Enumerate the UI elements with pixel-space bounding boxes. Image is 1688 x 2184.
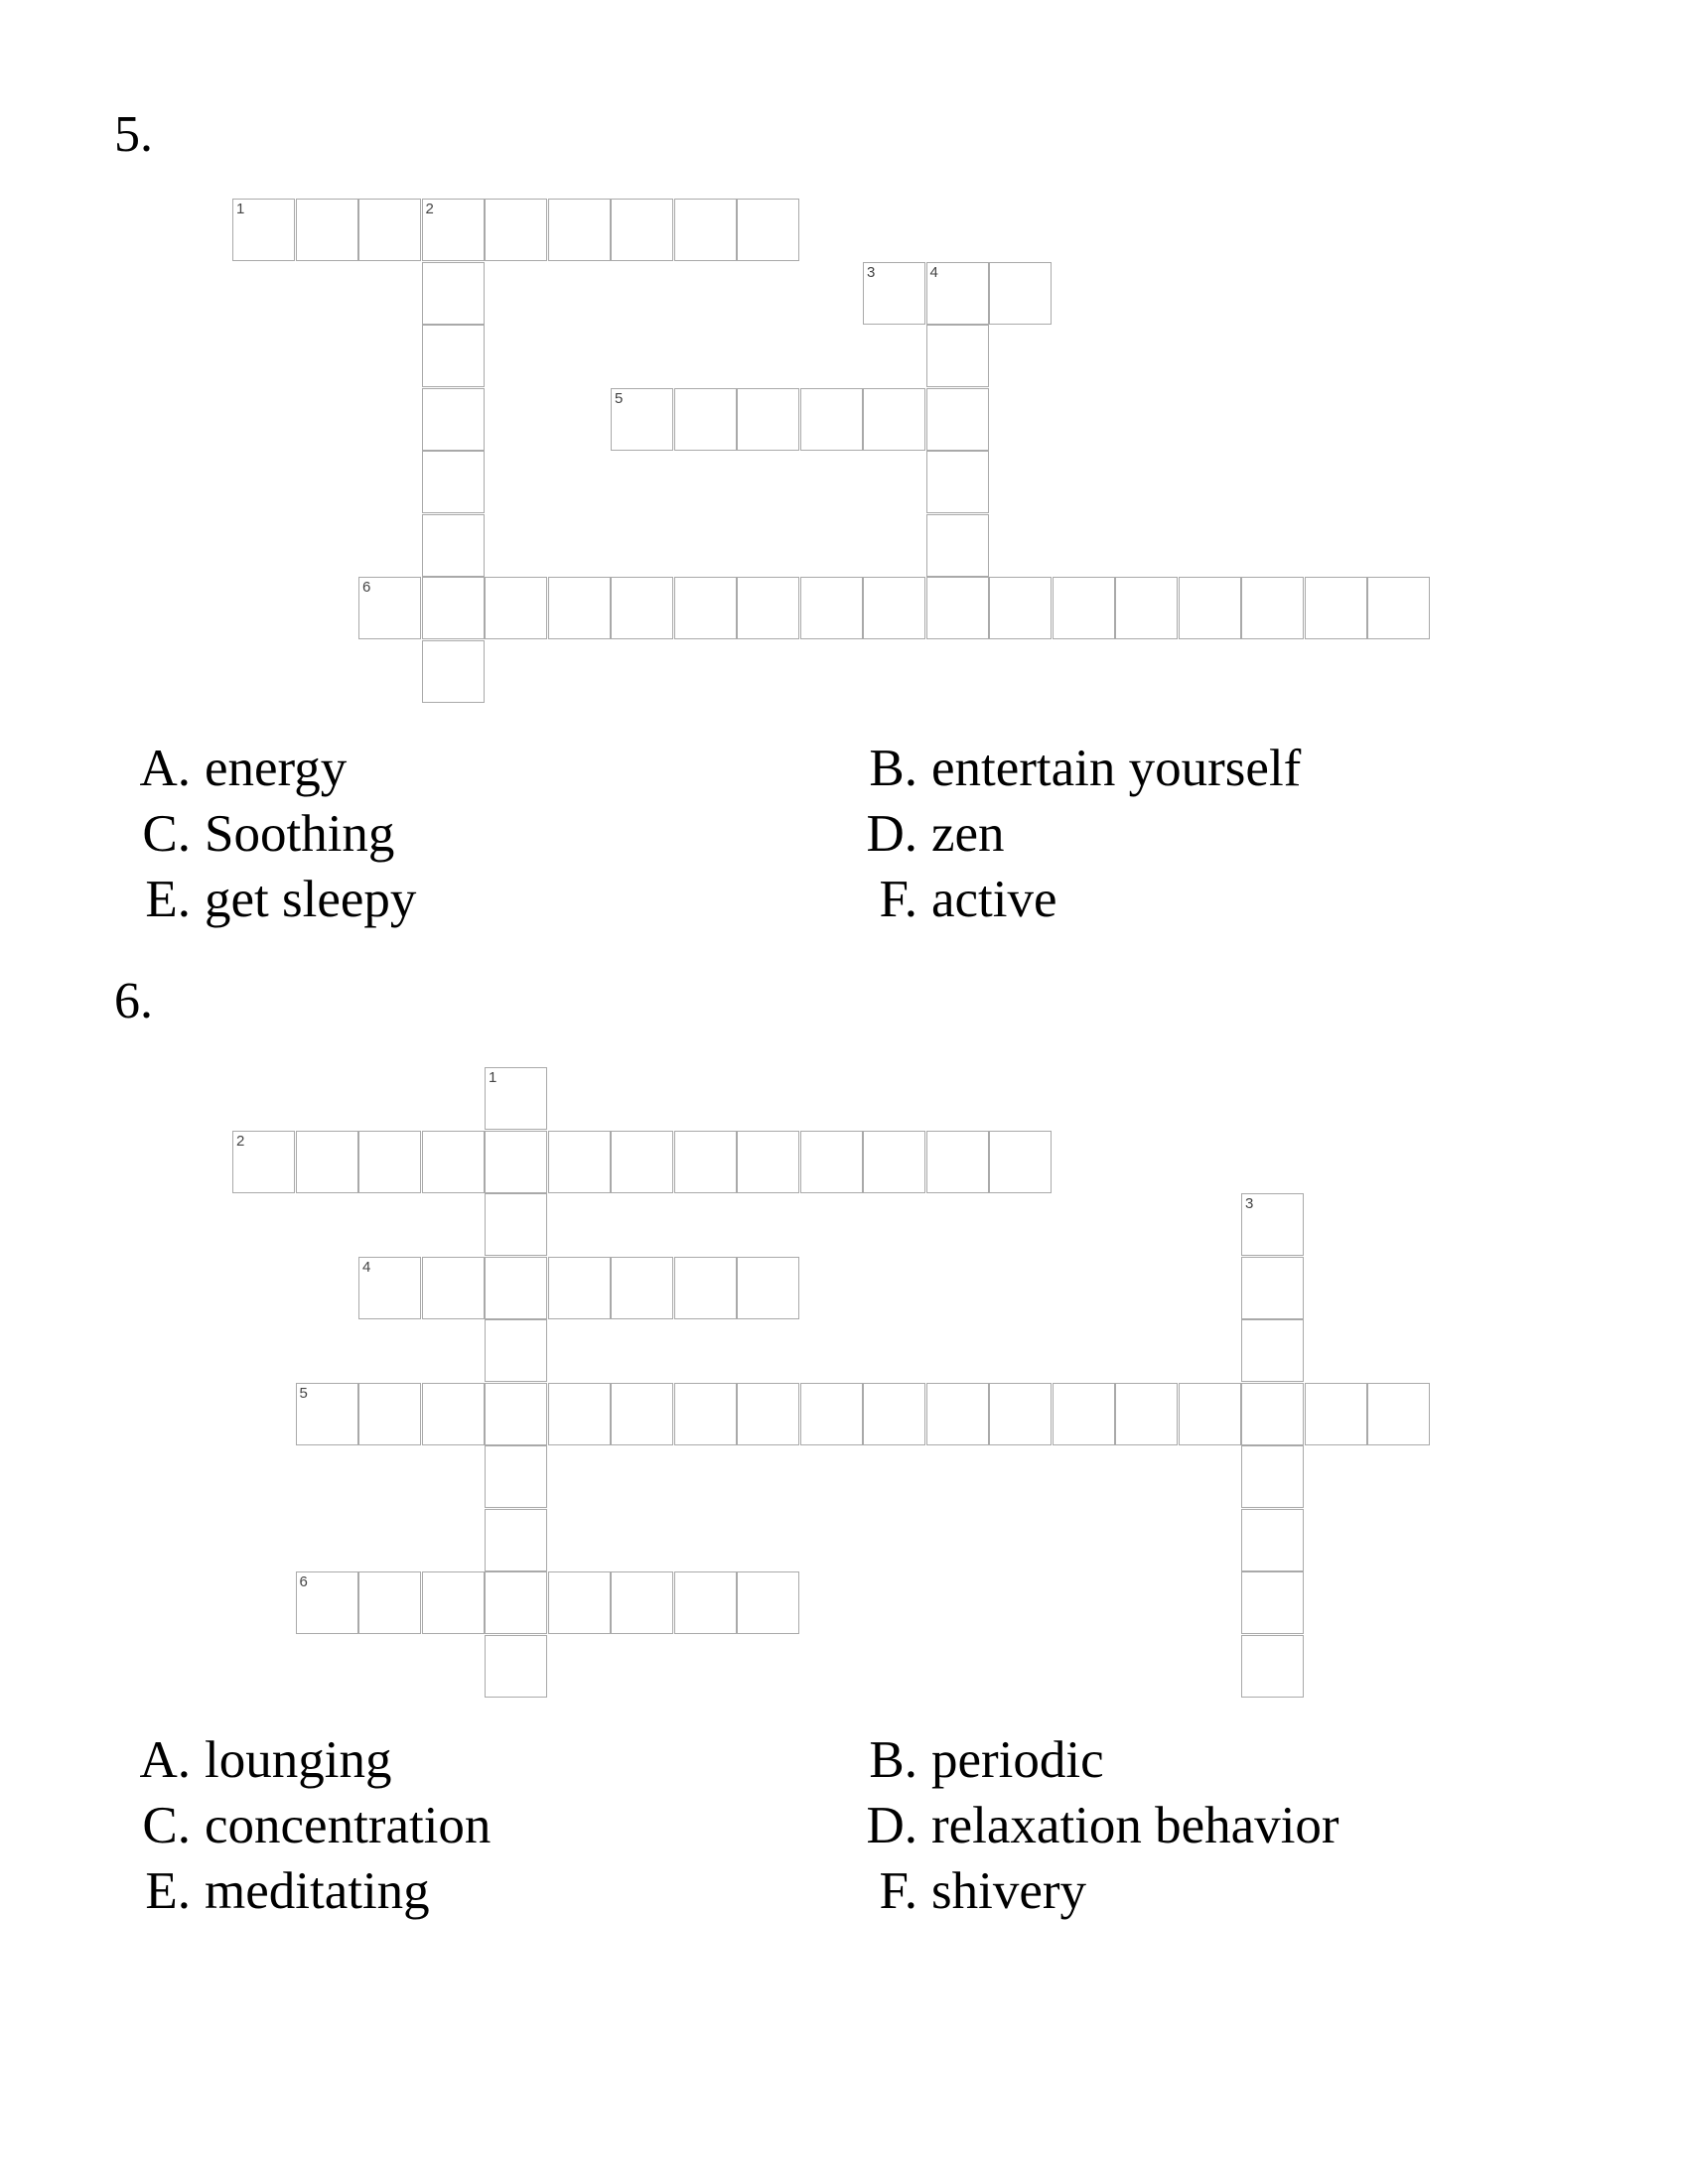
crossword-cell[interactable] bbox=[485, 1571, 547, 1634]
crossword-cell[interactable] bbox=[548, 1131, 611, 1193]
question-number-5: 5. bbox=[114, 106, 153, 163]
crossword-cell[interactable] bbox=[1115, 1383, 1178, 1445]
answer-option bbox=[117, 1797, 492, 1854]
clue-number: 1 bbox=[236, 201, 245, 217]
clue-number: 5 bbox=[615, 389, 624, 407]
answer-option bbox=[117, 1731, 392, 1789]
question-number-6: 6. bbox=[114, 973, 153, 1029]
crossword-cell[interactable] bbox=[422, 325, 485, 387]
crossword-cell[interactable] bbox=[548, 1571, 611, 1634]
answer-option bbox=[117, 1862, 430, 1920]
crossword-cell[interactable] bbox=[1053, 577, 1115, 639]
crossword-cell[interactable] bbox=[611, 388, 673, 451]
option-text: concentration bbox=[205, 1797, 492, 1854]
option-text: energy bbox=[205, 740, 348, 797]
crossword-cell[interactable] bbox=[674, 1571, 737, 1634]
crossword-cell[interactable] bbox=[358, 577, 421, 639]
crossword-cell[interactable] bbox=[358, 1257, 421, 1319]
crossword-cell[interactable] bbox=[989, 1383, 1052, 1445]
crossword-cell[interactable] bbox=[674, 1257, 737, 1319]
crossword-cell[interactable] bbox=[485, 1383, 547, 1445]
crossword-cell[interactable] bbox=[485, 1257, 547, 1319]
crossword-cell[interactable] bbox=[926, 451, 989, 513]
clue-number: 5 bbox=[299, 1384, 308, 1402]
answer-option bbox=[844, 871, 1057, 928]
crossword-cell[interactable] bbox=[674, 1383, 737, 1445]
crossword-cell[interactable] bbox=[485, 1319, 547, 1382]
crossword-cell[interactable] bbox=[422, 199, 485, 261]
crossword-cell[interactable] bbox=[863, 577, 925, 639]
answer-option bbox=[844, 1731, 1104, 1789]
crossword-cell[interactable] bbox=[1241, 1571, 1304, 1634]
crossword-cell[interactable] bbox=[737, 577, 799, 639]
crossword-cell[interactable] bbox=[737, 1571, 799, 1634]
option-letter: F. bbox=[879, 871, 917, 928]
crossword-cell[interactable] bbox=[989, 1131, 1052, 1193]
option-letter: C. bbox=[142, 805, 191, 863]
crossword-cell[interactable] bbox=[422, 1131, 485, 1193]
option-text: Soothing bbox=[205, 805, 395, 863]
crossword-cell[interactable] bbox=[358, 1131, 421, 1193]
crossword-cell[interactable] bbox=[485, 1509, 547, 1571]
crossword-cell[interactable] bbox=[926, 1131, 989, 1193]
crossword-cell[interactable] bbox=[485, 577, 547, 639]
crossword-cell[interactable] bbox=[926, 388, 989, 451]
crossword-cell[interactable] bbox=[611, 1571, 673, 1634]
crossword-cell[interactable] bbox=[926, 262, 989, 325]
crossword-cell[interactable] bbox=[422, 451, 485, 513]
crossword-cell[interactable] bbox=[863, 262, 925, 325]
option-letter: B. bbox=[869, 740, 917, 797]
answer-option bbox=[117, 740, 348, 797]
clue-number: 2 bbox=[425, 201, 434, 217]
crossword-cell[interactable] bbox=[1241, 1635, 1304, 1698]
crossword-cell[interactable] bbox=[358, 1571, 421, 1634]
crossword-cell[interactable] bbox=[737, 388, 799, 451]
clue-number: 3 bbox=[1245, 1195, 1254, 1212]
crossword-cell[interactable] bbox=[737, 199, 799, 261]
clue-number: 3 bbox=[867, 263, 876, 281]
crossword-cell[interactable] bbox=[422, 1257, 485, 1319]
crossword-cell[interactable] bbox=[1241, 1257, 1304, 1319]
crossword-cell[interactable] bbox=[485, 1131, 547, 1193]
clue-number: 4 bbox=[362, 1258, 371, 1276]
crossword-cell[interactable] bbox=[422, 1383, 485, 1445]
option-text: zen bbox=[931, 805, 1005, 863]
answer-option bbox=[844, 740, 1302, 797]
crossword-cell[interactable] bbox=[422, 262, 485, 325]
crossword-cell[interactable] bbox=[737, 1257, 799, 1319]
option-text: entertain yourself bbox=[931, 740, 1302, 797]
option-text: periodic bbox=[931, 1731, 1104, 1789]
crossword-cell[interactable] bbox=[485, 1635, 547, 1698]
crossword-cell[interactable] bbox=[1179, 1383, 1241, 1445]
crossword-cell[interactable] bbox=[422, 388, 485, 451]
option-letter: B. bbox=[869, 1731, 917, 1789]
crossword-cell[interactable] bbox=[863, 1383, 925, 1445]
crossword-cell[interactable] bbox=[422, 1571, 485, 1634]
crossword-cell[interactable] bbox=[737, 1383, 799, 1445]
crossword-cell[interactable] bbox=[674, 199, 737, 261]
crossword-cell[interactable] bbox=[926, 514, 989, 577]
crossword-cell[interactable] bbox=[611, 1257, 673, 1319]
answer-option bbox=[117, 805, 395, 863]
clue-number: 1 bbox=[489, 1069, 497, 1086]
option-text: meditating bbox=[205, 1862, 430, 1920]
crossword-cell[interactable] bbox=[674, 577, 737, 639]
option-text: active bbox=[931, 871, 1057, 928]
answer-option bbox=[844, 805, 1005, 863]
clue-number: 6 bbox=[362, 579, 371, 596]
crossword-cell[interactable] bbox=[358, 199, 421, 261]
option-letter: E. bbox=[145, 1862, 191, 1920]
crossword-cell[interactable] bbox=[926, 1383, 989, 1445]
crossword-cell[interactable] bbox=[1241, 1445, 1304, 1508]
option-letter: A. bbox=[139, 740, 191, 797]
option-letter: D. bbox=[866, 805, 917, 863]
clue-number: 4 bbox=[929, 263, 938, 281]
crossword-cell[interactable] bbox=[1367, 1383, 1430, 1445]
crossword-cell[interactable] bbox=[296, 1131, 358, 1193]
crossword-cell[interactable] bbox=[926, 577, 989, 639]
crossword-cell[interactable] bbox=[800, 1383, 863, 1445]
option-text: get sleepy bbox=[205, 871, 417, 928]
answer-option bbox=[844, 1862, 1087, 1920]
crossword-cell[interactable] bbox=[800, 388, 863, 451]
option-letter: A. bbox=[139, 1731, 191, 1789]
crossword-cell[interactable] bbox=[800, 577, 863, 639]
crossword-cell[interactable] bbox=[485, 199, 547, 261]
crossword-cell[interactable] bbox=[232, 199, 295, 261]
crossword-cell[interactable] bbox=[485, 1067, 547, 1130]
crossword-cell[interactable] bbox=[611, 1383, 673, 1445]
crossword-cell[interactable] bbox=[1241, 1193, 1304, 1256]
option-letter: C. bbox=[142, 1797, 191, 1854]
option-text: shivery bbox=[931, 1862, 1087, 1920]
clue-number: 6 bbox=[299, 1573, 308, 1590]
crossword-cell[interactable] bbox=[1241, 1509, 1304, 1571]
crossword-cell[interactable] bbox=[1241, 1383, 1304, 1445]
crossword-cell[interactable] bbox=[863, 388, 925, 451]
crossword-cell[interactable] bbox=[1053, 1383, 1115, 1445]
crossword-cell[interactable] bbox=[989, 577, 1052, 639]
crossword-cell[interactable] bbox=[1305, 577, 1367, 639]
option-letter: D. bbox=[866, 1797, 917, 1854]
crossword-cell[interactable] bbox=[548, 1257, 611, 1319]
crossword-cell[interactable] bbox=[1241, 1319, 1304, 1382]
crossword-cell[interactable] bbox=[611, 577, 673, 639]
option-text: relaxation behavior bbox=[931, 1797, 1339, 1854]
crossword-cell[interactable] bbox=[674, 388, 737, 451]
clue-number: 2 bbox=[236, 1132, 245, 1150]
crossword-cell[interactable] bbox=[989, 262, 1052, 325]
crossword-cell[interactable] bbox=[800, 1131, 863, 1193]
crossword-cell[interactable] bbox=[548, 199, 611, 261]
crossword-cell[interactable] bbox=[548, 577, 611, 639]
answer-option bbox=[117, 871, 417, 928]
crossword-cell[interactable] bbox=[232, 1131, 295, 1193]
crossword-cell[interactable] bbox=[548, 1383, 611, 1445]
crossword-cell[interactable] bbox=[422, 514, 485, 577]
crossword-cell[interactable] bbox=[926, 325, 989, 387]
crossword-cell[interactable] bbox=[422, 640, 485, 703]
crossword-cell[interactable] bbox=[611, 1131, 673, 1193]
answer-option bbox=[844, 1797, 1339, 1854]
crossword-cell[interactable] bbox=[485, 1193, 547, 1256]
crossword-cell[interactable] bbox=[1305, 1383, 1367, 1445]
crossword-cell[interactable] bbox=[296, 1383, 358, 1445]
crossword-cell[interactable] bbox=[422, 577, 485, 639]
option-letter: E. bbox=[145, 871, 191, 928]
crossword-cell[interactable] bbox=[1241, 577, 1304, 639]
crossword-cell[interactable] bbox=[737, 1131, 799, 1193]
crossword-cell[interactable] bbox=[863, 1131, 925, 1193]
option-text: lounging bbox=[205, 1731, 392, 1789]
crossword-cell[interactable] bbox=[296, 1571, 358, 1634]
crossword-cell[interactable] bbox=[296, 199, 358, 261]
crossword-cell[interactable] bbox=[1367, 577, 1430, 639]
crossword-cell[interactable] bbox=[1115, 577, 1178, 639]
crossword-cell[interactable] bbox=[1179, 577, 1241, 639]
crossword-cell[interactable] bbox=[485, 1445, 547, 1508]
crossword-cell[interactable] bbox=[674, 1131, 737, 1193]
crossword-cell[interactable] bbox=[611, 199, 673, 261]
option-letter: F. bbox=[879, 1862, 917, 1920]
crossword-cell[interactable] bbox=[358, 1383, 421, 1445]
